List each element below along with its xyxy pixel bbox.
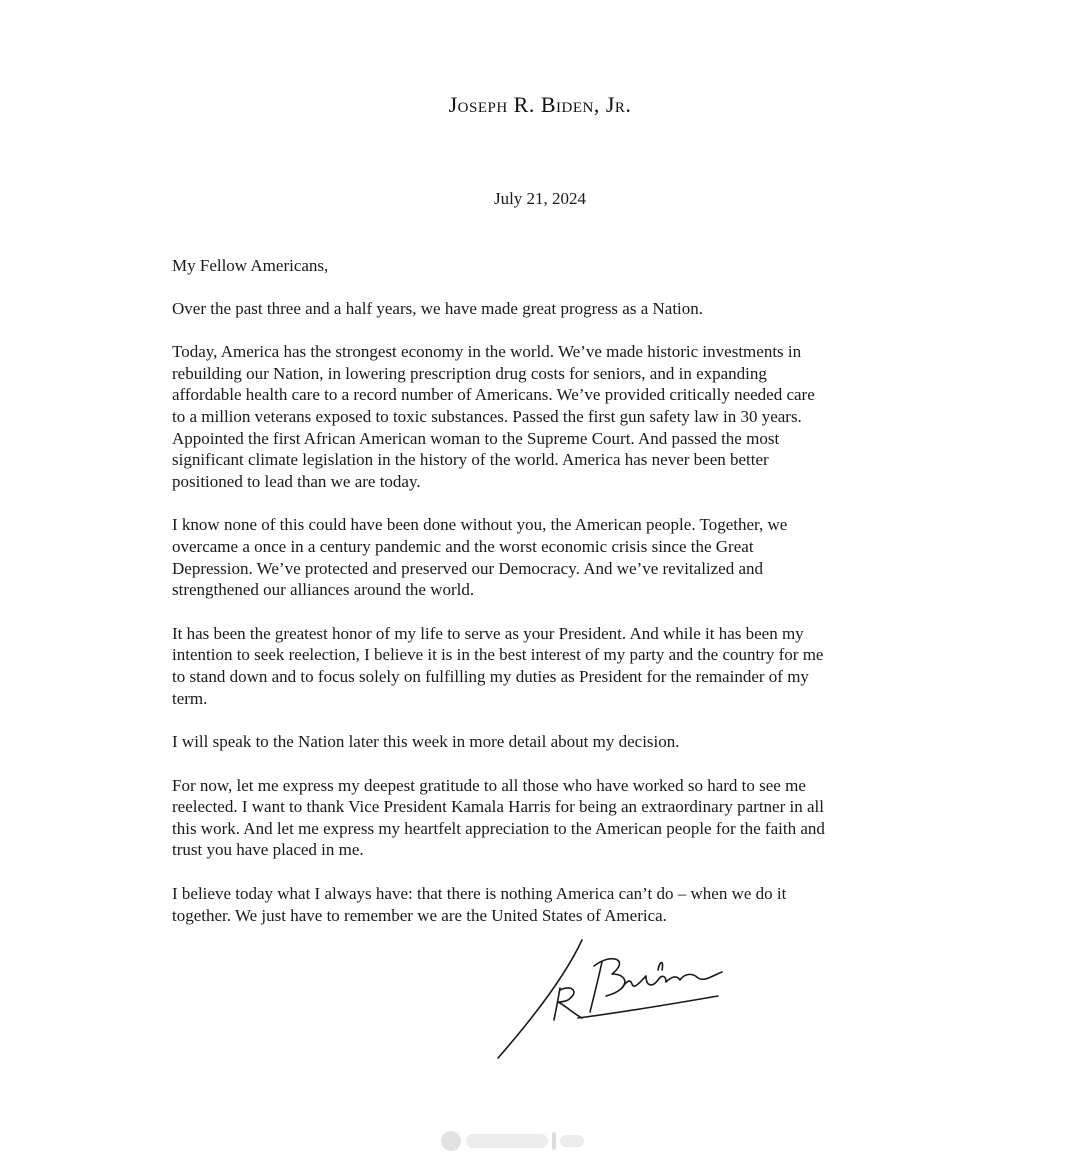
paragraph-speak-to-nation: I will speak to the Nation later this week in more detail about my decision. [172,732,680,752]
paragraph-american-people: I know none of this could have been done without you, the American people. Together, we overcame a once in a century pandemic and the worst economic crisis since the Great Depression. We’ve protected and preserved our Democracy. And we’ve revitalized and strengthened our alliances around the world. [172,515,788,600]
salutation: My Fellow Americans, [172,256,329,275]
paragraph-progress: Over the past three and a half years, we have made great progress as a Nation. [172,298,704,318]
paragraph-stand-down: It has been the greatest honor of my life to serve as your President. And while it has been my intention to seek reelection, I believe it is in the best interest of my party and the country for me to stand down and to focus solely on fulfilling my duties as President for the remainder of my term. [172,623,824,708]
paragraph-economy: Today, America has the strongest economy in the world. We’ve made historic investments in rebuilding our Nation, in lowering prescription drug costs for seniors, and in expanding affordable health care to a record number of Americans. We’ve provided critically needed care to a million veterans exposed to toxic substances. Passed the first gun safety law in 30 years. Appointed the first African American woman to the Supreme Court. And passed the most significant climate legislation in the history of the world. America has never been better positioned to lead than we are today. [172,342,815,491]
paragraph-gratitude: For now, let me express my deepest gratitude to all those who have worked so hard to see me reelected. I want to thank Vice President Kamala Harris for being an extraordinary partner in all this work. And let me express my heartfelt appreciation to the American people for the faith and trust you have placed in me. [172,775,825,860]
letter-body [172,255,912,948]
paragraph-closing: I believe today what I always have: that there is nothing America can’t do – when we do it together. We just have to remember we are the United States of America. [172,884,787,925]
letter-date: July 21, 2024 [493,189,587,208]
watermark-mark [438,1128,588,1154]
signature-image [490,930,740,1065]
letterhead-name: Joseph R. Biden, Jr. [448,92,632,117]
